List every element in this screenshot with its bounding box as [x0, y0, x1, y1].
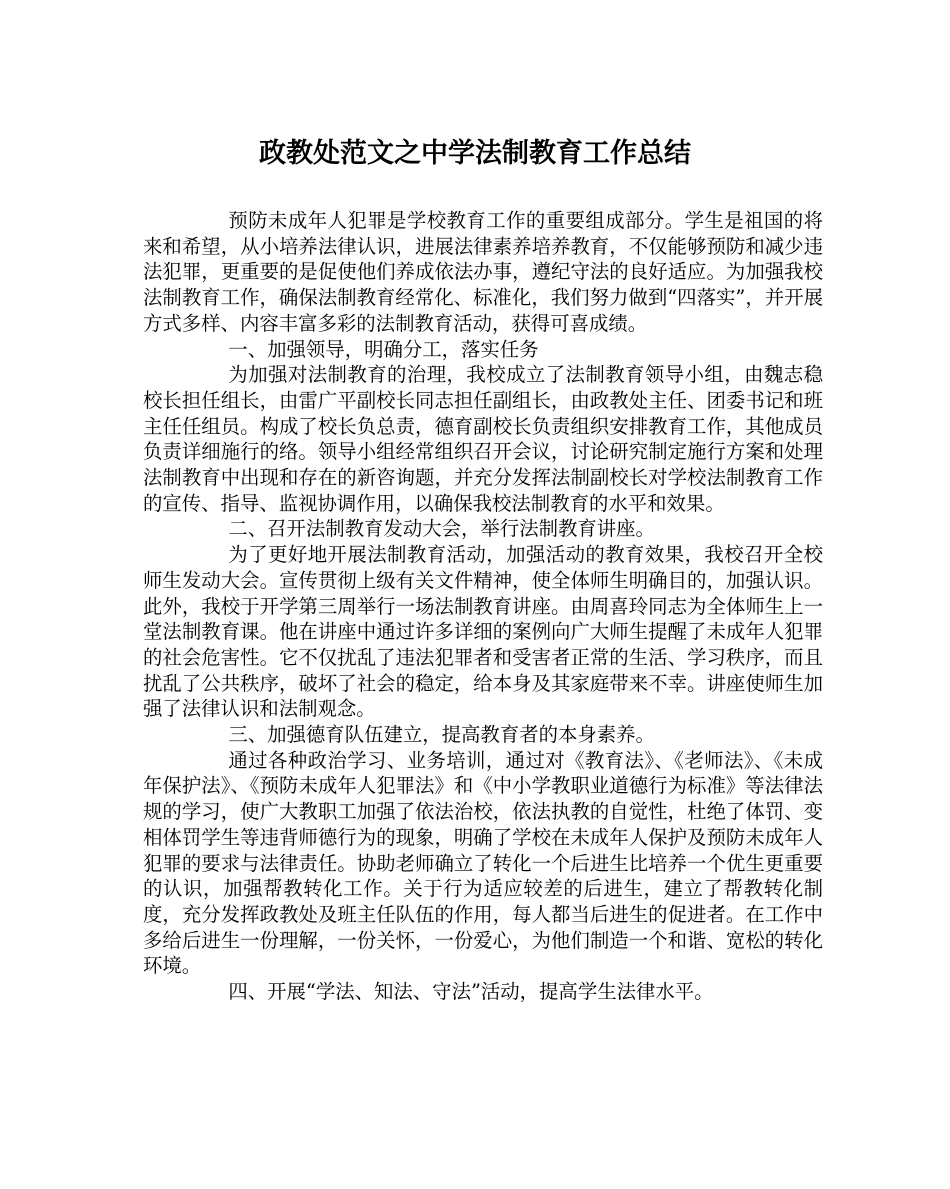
section-heading-2: 二、召开法制教育发动大会，举行法制教育讲座。: [228, 517, 655, 541]
document-body: [143, 208, 823, 1005]
paragraph-section-2: 为了更好地开展法制教育活动，加强活动的教育效果，我校召开全校师生发动大会。宣传贯彻上级有关文件精神，使全体师生明确目的，加强认识。此外，我校于开学第三周举行一场法制教育讲座。由周喜玲同志为全体师生上一堂法制教育课。他在讲座中通过许多详细的案例向广大师生提醒了未成年人犯罪的社会危害性。它不仅扰乱了违法犯罪者和受害者正常的生活、学习秩序，而且扰乱了公共秩序，破坏了社会的稳定，给本身及其家庭带来不幸。讲座使师生加强了法律认识和法制观念。: [143, 543, 823, 721]
document-title: 政教处范文之中学法制教育工作总结: [259, 138, 691, 169]
section-heading-3: 三、加强德育队伍建立，提高教育者的本身素养。: [228, 723, 655, 747]
section-heading-1: 一、加强领导，明确分工，落实任务: [228, 337, 539, 361]
paragraph-section-3: 通过各种政治学习、业务培训，通过对《教育法》、《老师法》、《未成年保护法》、《预防未成年人犯罪法》和《中小学教职业道德行为标准》等法律法规的学习，使广大教职工加强了依法治校，依法执教的自觉性，杜绝了体罚、变相体罚学生等违背师德行为的现象，明确了学校在未成年人保护及预防未成年人犯罪的要求与法律责任。协助老师确立了转化一个后进生比培养一个优生更重要的认识，加强帮教转化工作。关于行为适应较差的后进生，建立了帮教转化制度，充分发挥政教处及班主任队伍的作用，每人都当后进生的促进者。在工作中多给后进生一份理解，一份关怀，一份爱心，为他们制造一个和谐、宽松的转化环境。: [143, 748, 823, 978]
paragraph-section-1: 为加强对法制教育的治理，我校成立了法制教育领导小组，由魏志稳校长担任组长，由雷广平副校长同志担任副组长，由政教处主任、团委书记和班主任任组员。构成了校长负总责，德育副校长负责组织安排教育工作，其他成员负责详细施行的络。领导小组经常组织召开会议，讨论研究制定施行方案和处理法制教育中出现和存在的新咨询题，并充分发挥法制副校长对学校法制教育工作的宣传、指导、监视协调作用，以确保我校法制教育的水平和效果。: [143, 363, 823, 515]
paragraph-intro: 预防未成年人犯罪是学校教育工作的重要组成部分。学生是祖国的将来和希望，从小培养法律认识，进展法律素养培养教育，不仅能够预防和减少违法犯罪，更重要的是促使他们养成依法办事，遵纪守法的良好适应。为加强我校法制教育工作，确保法制教育经常化、标准化，我们努力做到“四落实”，并开展方式多样、内容丰富多彩的法制教育活动，获得可喜成绩。: [143, 209, 823, 335]
section-heading-4: 四、开展“学法、知法、守法”活动，提高学生法律水平。: [228, 980, 714, 1004]
